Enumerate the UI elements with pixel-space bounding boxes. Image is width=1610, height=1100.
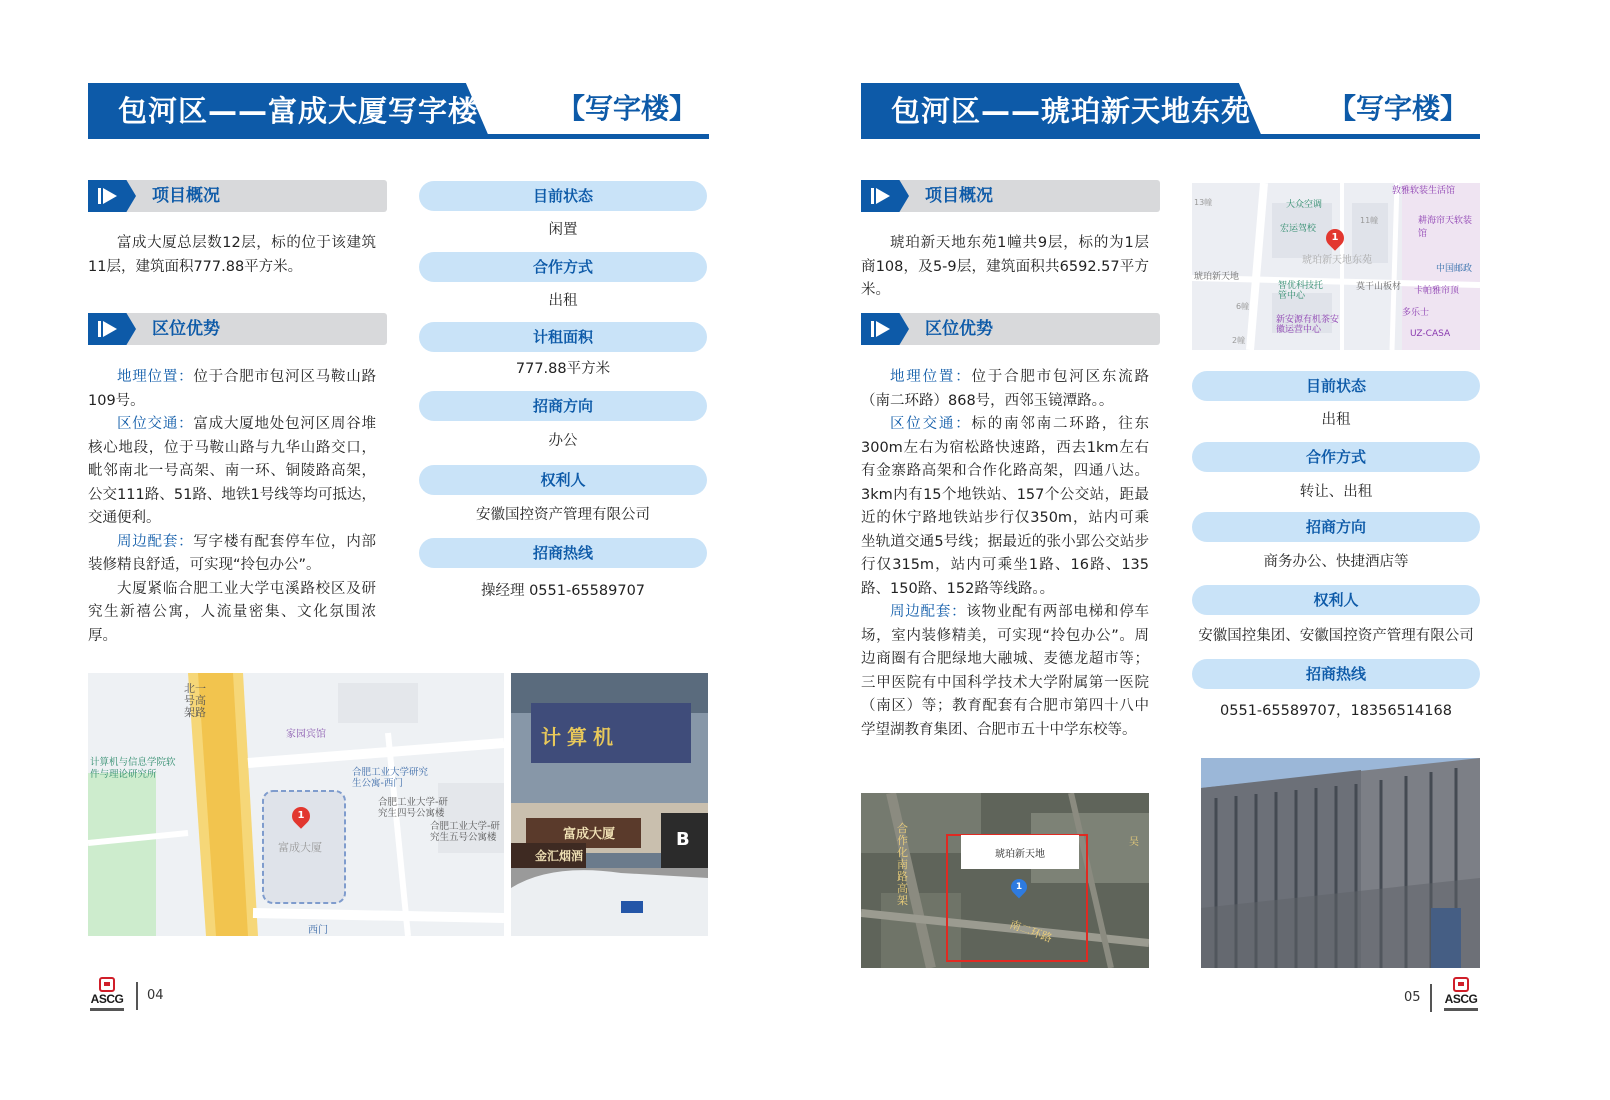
section-title: 项目概况 bbox=[925, 186, 993, 206]
left-building-photo bbox=[511, 673, 708, 936]
road-label: 合作化南路高架 bbox=[897, 822, 908, 907]
map-poi-label: 琥珀新天地东苑 bbox=[1302, 255, 1372, 266]
section-title: 项目概况 bbox=[152, 186, 220, 206]
map-pin-label: 富成大厦 bbox=[278, 841, 322, 854]
info-value: 转让、出租 bbox=[1299, 484, 1373, 500]
play-icon bbox=[88, 180, 136, 212]
map-poi-label: 大众空调 bbox=[1286, 200, 1323, 210]
info-value: 安徽国控资产管理有限公司 bbox=[476, 507, 650, 523]
map-poi-label: 中国邮政 bbox=[1436, 264, 1473, 274]
left-location-text: 地理位置：位于合肥市包河区马鞍山路109号。 区位交通：富成大厦地处包河区周谷堆核心地段，位于马鞍山路与九华山路交口，毗邻南北一号高架、南一环、铜陵路高架，公交111路、51路、地铁1号线等均可抵达，交通便利。 周边配套：写字楼有配套停车位，内部装修精良舒适，可实现“拎包办公”。 大厦紧临合肥工业大学屯溪路校区及研究生新禧公寓，人流量密集、文化氛围浓厚。 bbox=[88, 369, 376, 644]
right-location-header bbox=[861, 313, 1160, 345]
left-location-map bbox=[88, 673, 504, 936]
right-category-tag: 【写字楼】 bbox=[1327, 92, 1468, 125]
left-category-tag: 【写字楼】 bbox=[556, 92, 697, 125]
info-value: 安徽国控集团、安徽国控资产管理有限公司 bbox=[1198, 628, 1474, 644]
right-location-map bbox=[1192, 183, 1480, 350]
info-label: 权利人 bbox=[1192, 585, 1480, 615]
map-building-label: 13幢 bbox=[1194, 198, 1213, 207]
info-label: 招商方向 bbox=[419, 391, 707, 421]
info-value: 操经理 0551-65589707 bbox=[480, 583, 646, 599]
map-poi-label: UZ-CASA bbox=[1410, 329, 1451, 339]
info-value: 商务办公、快捷酒店等 bbox=[1263, 554, 1409, 570]
right-page-title: 包河区——琥珀新天地东苑 1 幢 bbox=[891, 94, 1325, 128]
play-icon bbox=[861, 313, 909, 345]
right-location-text: 地理位置：位于合肥市包河区东流路（南二环路）868号，西邻玉镜潭路。。 区位交通：标的南邻南二环路，往东300m左右为宿松路快速路，西去1km左右有金寨路高架和合作化路高架，四通八达。3km内有15个地铁站、157个公交站，距最近的休宁路地铁站步行仅350m，站内可乘坐轨道交通5号线；据最近的张小郢公交站步行仅315m，站内可乘坐1路、16路、135路、150路、152路等线路。。 周边配套：该物业配有两部电梯和停车场，室内装修精美，可实现“拎包办公”。周边商圈有合肥绿地大融城、麦德龙超市等；三甲医院有中国科学技术大学附属第一医院（南区）等；教育配套有合肥市第四十八中学望湖教育集团、合肥市五十中学东校等。 bbox=[861, 369, 1149, 738]
shop-sign: B bbox=[676, 829, 690, 850]
left-page-title: 包河区——富成大厦写字楼 bbox=[118, 94, 479, 128]
info-value: 777.88平方米 bbox=[515, 361, 611, 377]
right-satellite-map bbox=[861, 793, 1149, 968]
road-label: 吴 bbox=[1129, 837, 1139, 848]
ascg-logo: ASCG bbox=[1442, 977, 1480, 1017]
info-label: 合作方式 bbox=[419, 252, 707, 282]
footer-divider bbox=[136, 982, 138, 1010]
info-value: 出租 bbox=[548, 293, 578, 309]
right-overview-header bbox=[861, 180, 1160, 212]
info-value: 闲置 bbox=[548, 222, 578, 238]
map-building-label: 11幢 bbox=[1360, 216, 1379, 225]
info-label: 招商热线 bbox=[419, 538, 707, 568]
map-poi-label: 多乐士 bbox=[1402, 308, 1430, 318]
road-label: 南二环路 bbox=[1007, 917, 1054, 946]
right-overview-text: 琥珀新天地东苑1幢共9层，标的为1层商108，及5-9层，建筑面积共6592.57平方米。 bbox=[861, 235, 1149, 298]
info-value: 0551-65589707，18356514168 bbox=[1220, 703, 1452, 719]
shop-sign: 富成大厦 bbox=[563, 827, 616, 842]
info-label: 权利人 bbox=[419, 465, 707, 495]
right-building-photo bbox=[1201, 758, 1480, 968]
info-label: 合作方式 bbox=[1192, 442, 1480, 472]
left-location-header bbox=[88, 313, 387, 345]
map-poi-label: 计算机与信息学院软件与理论研究所 bbox=[90, 757, 176, 780]
page-number: 05 bbox=[1404, 990, 1421, 1005]
info-value: 出租 bbox=[1321, 412, 1351, 428]
map-road-label: 北一号高架路 bbox=[184, 682, 206, 719]
map-pin-number: 1 bbox=[1331, 232, 1339, 243]
map-poi-label: 莫干山板材 bbox=[1356, 282, 1402, 292]
left-overview-header bbox=[88, 180, 387, 212]
shop-sign: 金汇烟酒 bbox=[535, 849, 584, 863]
map-poi-label: 家园宾馆 bbox=[286, 729, 326, 740]
map-pin-number: 1 bbox=[297, 810, 305, 821]
map-poi-label: 耕海帘天软装馆 bbox=[1418, 216, 1473, 239]
play-icon bbox=[861, 180, 909, 212]
map-poi-label: 宏运驾校 bbox=[1280, 224, 1317, 234]
info-label: 招商方向 bbox=[1192, 512, 1480, 542]
map-building-label: 2幢 bbox=[1232, 336, 1246, 345]
map-poi-label: 合肥工业大学研究生公寓-西门 bbox=[352, 767, 429, 789]
play-icon bbox=[88, 313, 136, 345]
map-poi-label: 合肥工业大学-研究生五号公寓楼 bbox=[430, 821, 500, 843]
map-gate-label: 西门 bbox=[308, 925, 328, 936]
ascg-logo: ASCG bbox=[88, 977, 126, 1017]
footer-divider bbox=[1430, 984, 1432, 1012]
map-poi-label: 新安源有机茶安徽运营中心 bbox=[1276, 315, 1340, 335]
info-label: 目前状态 bbox=[419, 181, 707, 211]
left-overview-text: 富成大厦总层数12层，标的位于该建筑11层，建筑面积777.88平方米。 bbox=[88, 235, 376, 275]
map-pin-number: 1 bbox=[1015, 882, 1023, 892]
shop-sign: 计算机 bbox=[541, 725, 619, 749]
info-label: 招商热线 bbox=[1192, 659, 1480, 689]
satellite-label: 琥珀新天地 bbox=[995, 849, 1045, 860]
map-poi-label: 合肥工业大学-研究生四号公寓楼 bbox=[378, 797, 448, 819]
page-number: 04 bbox=[147, 988, 164, 1003]
left-page-header bbox=[88, 83, 709, 139]
map-poi-label: 敦雅软装生活馆 bbox=[1392, 186, 1456, 196]
info-label: 目前状态 bbox=[1192, 371, 1480, 401]
right-page-header bbox=[861, 83, 1480, 139]
info-label: 计租面积 bbox=[419, 322, 707, 352]
map-poi-label: 智优科技托管中心 bbox=[1278, 281, 1324, 301]
section-title: 区位优势 bbox=[925, 319, 993, 339]
section-title: 区位优势 bbox=[152, 319, 220, 339]
map-poi-label: 琥珀新天地 bbox=[1194, 272, 1240, 282]
map-poi-label: 卡帕雅帘顶 bbox=[1414, 286, 1460, 296]
map-building-label: 6幢 bbox=[1236, 302, 1250, 311]
info-value: 办公 bbox=[548, 433, 578, 449]
